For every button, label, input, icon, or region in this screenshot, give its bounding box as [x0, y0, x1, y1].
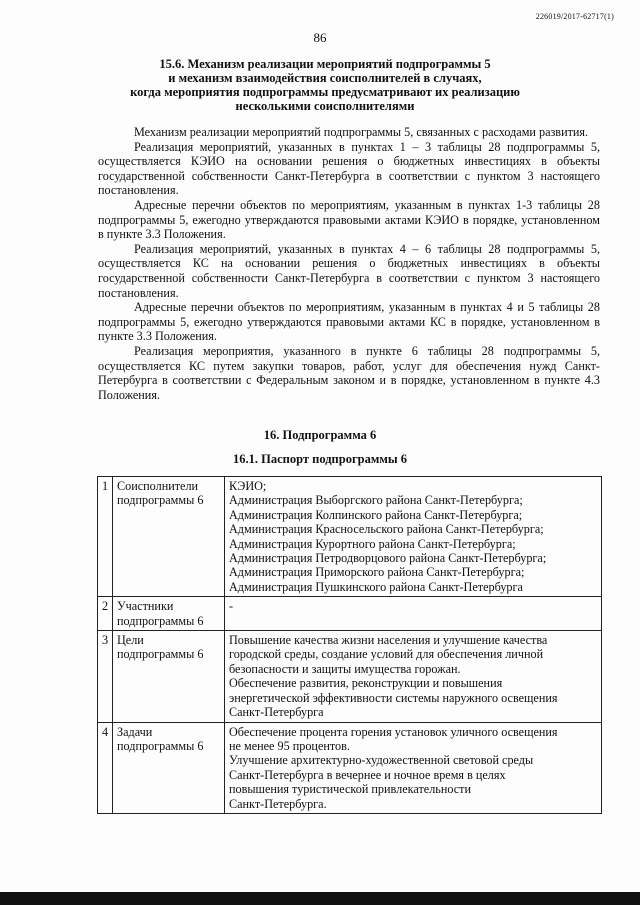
paragraph: Реализация мероприятий, указанных в пунктах 1 – 3 таблицы 28 подпрограммы 5, осуществляется КЭИО на основании решения о бюджетных инвестициях в объекты государственной собственности Санкт-Петербурга в соответствии с пунктом 3 настоящего постановления. [98, 139, 600, 198]
heading-line: несколькими соисполнителями [235, 99, 415, 113]
label-line: подпрограммы 6 [117, 613, 204, 628]
row-label [113, 597, 225, 631]
section-heading [90, 57, 560, 113]
subsection-title: 16.1. Паспорт подпрограммы 6 [232, 452, 407, 466]
label-line: подпрограммы 6 [117, 493, 204, 508]
table-row [98, 631, 602, 722]
content-line: Санкт-Петербурга в вечернее и ночное время в целях [229, 767, 506, 782]
content-line: Администрация Колпинского района Санкт-Петербурга; [229, 507, 523, 522]
label-line: подпрограммы 6 [117, 738, 204, 753]
table-row [98, 597, 602, 631]
paragraph: Реализация мероприятий, указанных в пунктах 4 – 6 таблицы 28 подпрограммы 5, осуществляется КС на основании решения о бюджетных инвестициях в объекты государственной собственности Санкт-Петербурга в соответствии с пунктом 3 настоящего постановления. [98, 241, 600, 300]
content-line: КЭИО; [229, 479, 267, 493]
row-label [113, 722, 225, 813]
content-line: Администрация Пушкинского района Санкт-Петербурга [229, 579, 523, 594]
content-line: Обеспечение процента горения установок уличного освещения [229, 724, 558, 739]
heading-line: 15.6. Механизм реализации мероприятий подпрограммы 5 [159, 57, 491, 71]
paragraph: Адресные перечни объектов по мероприятиям, указанным в пунктах 4 и 5 таблицы 28 подпрограммы 5, ежегодно утверждаются правовыми актами КС в порядке, установленном в пункте 3.3 Положения. [98, 300, 600, 344]
paragraph: Адресные перечни объектов по мероприятиям, указанным в пунктах 1-3 таблицы 28 подпрограммы 5, ежегодно утверждаются правовыми актами КЭИО в порядке, установленном в пункте 3.3 Положения. [98, 197, 600, 242]
row-content [225, 722, 602, 813]
label-line: Соисполнители [117, 479, 199, 493]
label-line: Участники [117, 599, 174, 614]
content-line: Обеспечение развития, реконструкции и повышения [229, 676, 503, 691]
content-line: Администрация Курортного района Санкт-Петербурга; [229, 536, 516, 551]
content-line: Санкт-Петербурга. [229, 796, 327, 811]
row-number: 3 [98, 631, 113, 722]
heading-line: когда мероприятия подпрограммы предусматривают их реализацию [130, 85, 520, 99]
content-line: Повышение качества жизни населения и улучшение качества [229, 633, 548, 648]
content-line: Администрация Выборгского района Санкт-Петербурга; [229, 493, 523, 508]
content-line: повышения туристической привлекательности [229, 782, 472, 797]
paragraph: Механизм реализации мероприятий подпрограммы 5, связанных с расходами развития. [134, 125, 589, 139]
row-content [225, 477, 602, 597]
table-row [98, 477, 602, 597]
scan-edge-bar [0, 892, 640, 905]
content-line: Администрация Петродворцового района Санкт-Петербурга; [229, 551, 547, 566]
content-line: городской среды, создание условий для обеспечения личной [229, 647, 544, 662]
section-title: 16. Подпрограмма 6 [263, 428, 377, 442]
table-row [98, 722, 602, 813]
label-line: подпрограммы 6 [117, 647, 204, 662]
content-line: Администрация Красносельского района Санкт-Петербурга; [229, 522, 544, 537]
paragraph: Реализация мероприятия, указанного в пункте 6 таблицы 28 подпрограммы 5, осуществляется КС путем закупки товаров, работ, услуг для обеспечения нужд Санкт-Петербурга в соответствии с Федеральным законом и в порядке, установленном в пункте 4.3 Положения. [98, 343, 600, 402]
row-label [113, 631, 225, 722]
content-line: энергетической эффективности системы наружного освещения [229, 690, 558, 705]
content-line: не менее 95 процентов. [229, 738, 350, 753]
body-text [98, 125, 600, 402]
document-id: 226019/2017-62717(1) [535, 12, 614, 21]
label-line: Задачи [117, 724, 153, 739]
label-line: Цели [117, 633, 144, 648]
passport-table [97, 476, 602, 814]
content-line: Администрация Приморского района Санкт-Петербурга; [229, 565, 525, 580]
content-line: - [229, 599, 234, 614]
row-content [225, 631, 602, 722]
row-number: 2 [98, 597, 113, 631]
row-number: 4 [98, 722, 113, 813]
row-label [113, 477, 225, 597]
page-number: 86 [313, 30, 327, 45]
content-line: Улучшение архитектурно-художественной световой среды [229, 753, 534, 768]
heading-line: и механизм взаимодействия соисполнителей в случаях, [168, 71, 482, 85]
row-content [225, 597, 602, 631]
content-line: безопасности и защиты имущества горожан. [229, 661, 461, 676]
content-line: Санкт-Петербурга [229, 705, 324, 720]
row-number: 1 [98, 477, 113, 597]
